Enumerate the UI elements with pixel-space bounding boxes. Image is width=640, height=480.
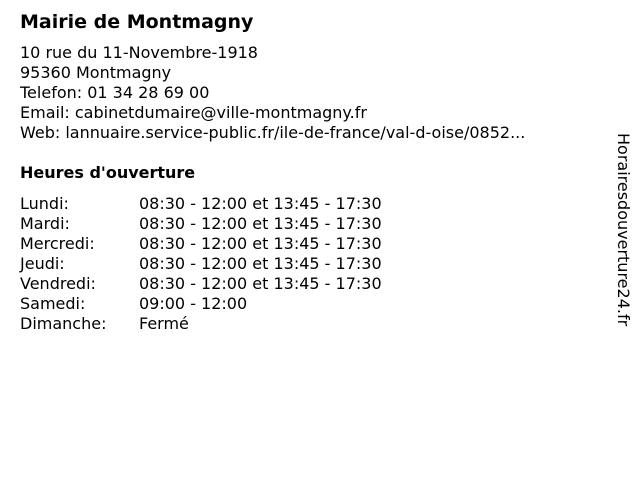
hours-day: Dimanche:	[20, 314, 107, 333]
hours-time: 08:30 - 12:00 et 13:45 - 17:30	[139, 194, 382, 213]
hours-time: 08:30 - 12:00 et 13:45 - 17:30	[139, 214, 382, 233]
address-block	[20, 43, 525, 143]
hours-time: Fermé	[139, 314, 189, 333]
hours-time: 08:30 - 12:00 et 13:45 - 17:30	[139, 254, 382, 273]
hours-day: Jeudi:	[20, 254, 65, 273]
watermark-text: Horairesdouverture24.fr	[614, 133, 633, 327]
email-text: Email: cabinetdumaire@ville-montmagny.fr	[20, 103, 367, 122]
web-text: Web: lannuaire.service-public.fr/ile-de-france/val-d-oise/0852...	[20, 123, 526, 142]
hours-time: 08:30 - 12:00 et 13:45 - 17:30	[139, 234, 382, 253]
hours-day: Mercredi:	[20, 234, 95, 253]
hours-heading: Heures d'ouverture	[20, 163, 196, 182]
hours-day: Vendredi:	[20, 274, 96, 293]
address-city: 95360 Montmagny	[20, 63, 172, 82]
hours-day: Mardi:	[20, 214, 70, 233]
phone-text: Telefon: 01 34 28 69 00	[20, 83, 210, 102]
hours-time: 08:30 - 12:00 et 13:45 - 17:30	[139, 274, 382, 293]
address-street: 10 rue du 11-Novembre-1918	[20, 43, 258, 62]
page-title: Mairie de Montmagny	[20, 11, 254, 33]
hours-day: Samedi:	[20, 294, 86, 313]
hours-time: 09:00 - 12:00	[139, 294, 248, 313]
hours-day: Lundi:	[20, 194, 69, 213]
watermark-container	[613, 133, 633, 371]
